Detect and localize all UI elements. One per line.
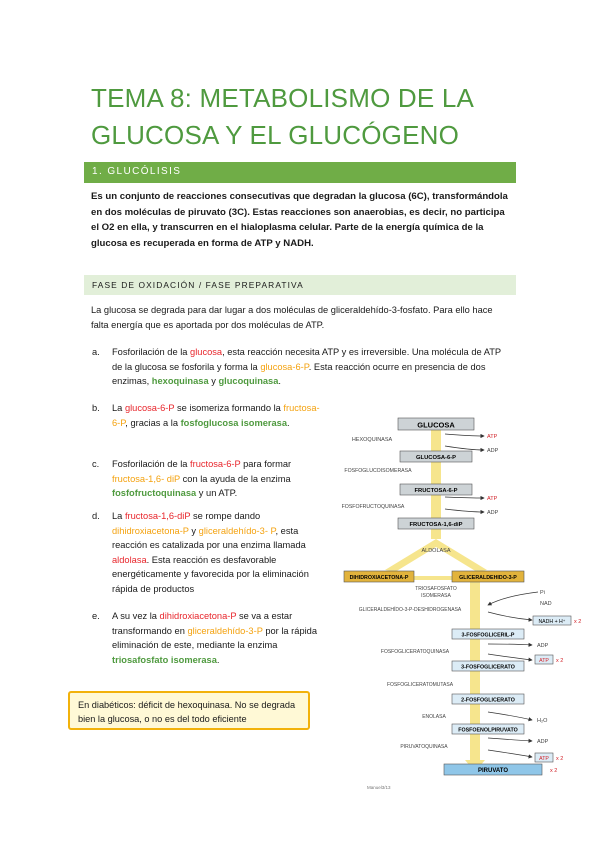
svg-text:H₂O: H₂O [537, 718, 548, 724]
svg-text:ATP: ATP [539, 756, 549, 762]
svg-text:DIHIDROXIACETONA-P: DIHIDROXIACETONA-P [349, 575, 409, 581]
list-item-c: c. Fosforilación de la fructosa-6-P para formar fructosa-1,6- diP con la ayuda de la enzima fosfofructoquinasa y un ATP. [92, 459, 292, 499]
svg-text:Manuel3/13: Manuel3/13 [367, 785, 391, 790]
term-glucosa-6-p: glucosa-6-P [260, 361, 309, 372]
svg-text:x 2: x 2 [556, 658, 564, 664]
svg-text:HEXOQUINASA: HEXOQUINASA [351, 437, 393, 443]
svg-text:GLUCOSA: GLUCOSA [417, 420, 455, 430]
svg-text:PIRUVATO: PIRUVATO [477, 768, 509, 774]
svg-text:FOSFOGLICERATOMUTASA: FOSFOGLICERATOMUTASA [386, 682, 454, 688]
page-title: TEMA 8: METABOLISMO DE LA GLUCOSA Y EL GLUCÓGENO [91, 83, 475, 150]
subsection-heading: FASE DE OXIDACIÓN / FASE PREPARATIVA [92, 280, 304, 290]
svg-text:x 2: x 2 [556, 756, 564, 762]
list-label-b: b. [92, 403, 100, 413]
svg-text:GLICERALDEHIDO-3-P: GLICERALDEHIDO-3-P [459, 575, 517, 581]
svg-text:ADP: ADP [537, 643, 549, 649]
svg-text:TRIOSAFOSFATO: TRIOSAFOSFATO [415, 586, 457, 592]
svg-text:FRUCTOSA-1,6-diP: FRUCTOSA-1,6-diP [409, 522, 463, 528]
term-hexoquinasa: hexoquinasa [151, 376, 209, 387]
svg-text:ADP: ADP [487, 510, 499, 516]
svg-text:FRUCTOSA-6-P: FRUCTOSA-6-P [414, 488, 458, 494]
svg-text:FOSFOGLUCOISOMERASA: FOSFOGLUCOISOMERASA [344, 468, 412, 474]
list-label-c: c. [92, 459, 100, 469]
svg-text:GLICERALDEHÍDO-3-P-DESHIDROGEN: GLICERALDEHÍDO-3-P-DESHIDROGENASA [358, 607, 462, 613]
list-item-d: d. La fructosa-1,6-diP se rompe dando dihidroxiacetona-P y gliceraldehído-3- P, esta reacción es catalizada por una enzima llamada aldolasa. Esta reacción es desfavorable energéticamente y favorecida por la eliminación rápida de productos [92, 511, 309, 594]
term-glucoquinasa: glucoquinasa [218, 376, 279, 387]
svg-text:PIRUVATOQUINASA: PIRUVATOQUINASA [400, 744, 448, 750]
list-label-e: e. [92, 611, 100, 621]
phase-paragraph: La glucosa se degrada para dar lugar a dos moléculas de gliceraldehído-3-fosfato. Para ello hace falta energía que es aportada por dos moléculas de ATP. [91, 305, 493, 330]
diabetes-note: En diabéticos: déficit de hexoquinasa. No se degrada bien la glucosa, o no es del todo eficiente [68, 691, 310, 730]
term-glucosa: glucosa [190, 347, 223, 357]
intro-paragraph: Es un conjunto de reacciones consecutivas que degradan la glucosa (6C), transformándola en dos moléculas de piruvato (3C). Estas reacciones son anaerobias, es decir, no participa el O2 en ella, y transcurren en el hialoplasma celular. Parte de la energía química de la glucosa es recuperada en forma de ATP y NADH. [91, 191, 508, 249]
svg-text:x 2: x 2 [574, 619, 582, 625]
list-item-b: b. La glucosa-6-P se isomeriza formando la fructosa- 6-P, gracias a la fosfoglucosa isomerasa. [92, 403, 320, 428]
svg-text:2-FOSFOGLICERATO: 2-FOSFOGLICERATO [461, 697, 515, 704]
svg-text:NAD: NAD [540, 601, 552, 607]
svg-text:ATP: ATP [539, 658, 549, 664]
svg-text:ENOLASA: ENOLASA [422, 714, 446, 720]
section-heading: 1. GLUCÓLISIS [92, 166, 182, 177]
svg-text:NADH + H⁺: NADH + H⁺ [538, 619, 566, 625]
list-label-d: d. [92, 511, 100, 521]
svg-text:FOSFOFRUCTOQUINASA: FOSFOFRUCTOQUINASA [341, 504, 405, 510]
pathway-split [385, 539, 487, 572]
svg-text:ALDOLASA: ALDOLASA [421, 548, 451, 554]
svg-text:GLUCOSA-6-P: GLUCOSA-6-P [416, 455, 456, 461]
svg-text:FOSFOENOLPIRUVATO: FOSFOENOLPIRUVATO [458, 727, 518, 734]
list-item-e: e. A su vez la dihidroxiacetona-P se va a estar transformando en gliceraldehído-3-P por la rápida eliminación de este, mediante la enzima triosafosfato isomerasa. [92, 611, 318, 665]
list-label-a: a. [92, 347, 100, 357]
svg-text:ATP: ATP [487, 434, 498, 440]
svg-text:3-FOSFOGLICERATO: 3-FOSFOGLICERATO [461, 664, 515, 671]
svg-text:ATP: ATP [487, 496, 498, 502]
svg-text:Pi: Pi [540, 590, 545, 596]
svg-text:ADP: ADP [487, 448, 499, 454]
svg-text:FOSFOGLICERATOQUINASA: FOSFOGLICERATOQUINASA [380, 649, 450, 655]
svg-text:ADP: ADP [537, 739, 549, 745]
list-item-a: a. Fosforilación de la glucosa, esta reacción necesita ATP y es irreversible. Una molécula de ATP de la glucosa se fosforila y forma la glucosa-6-P. Esta reacción ocurre en presencia de dos enzimas, hexoquinasa y glucoquinasa. [92, 347, 501, 387]
svg-text:3-FOSFOGLICERIL-P: 3-FOSFOGLICERIL-P [461, 632, 515, 639]
svg-text:ISOMERASA: ISOMERASA [421, 593, 451, 599]
svg-text:x 2: x 2 [550, 768, 558, 774]
